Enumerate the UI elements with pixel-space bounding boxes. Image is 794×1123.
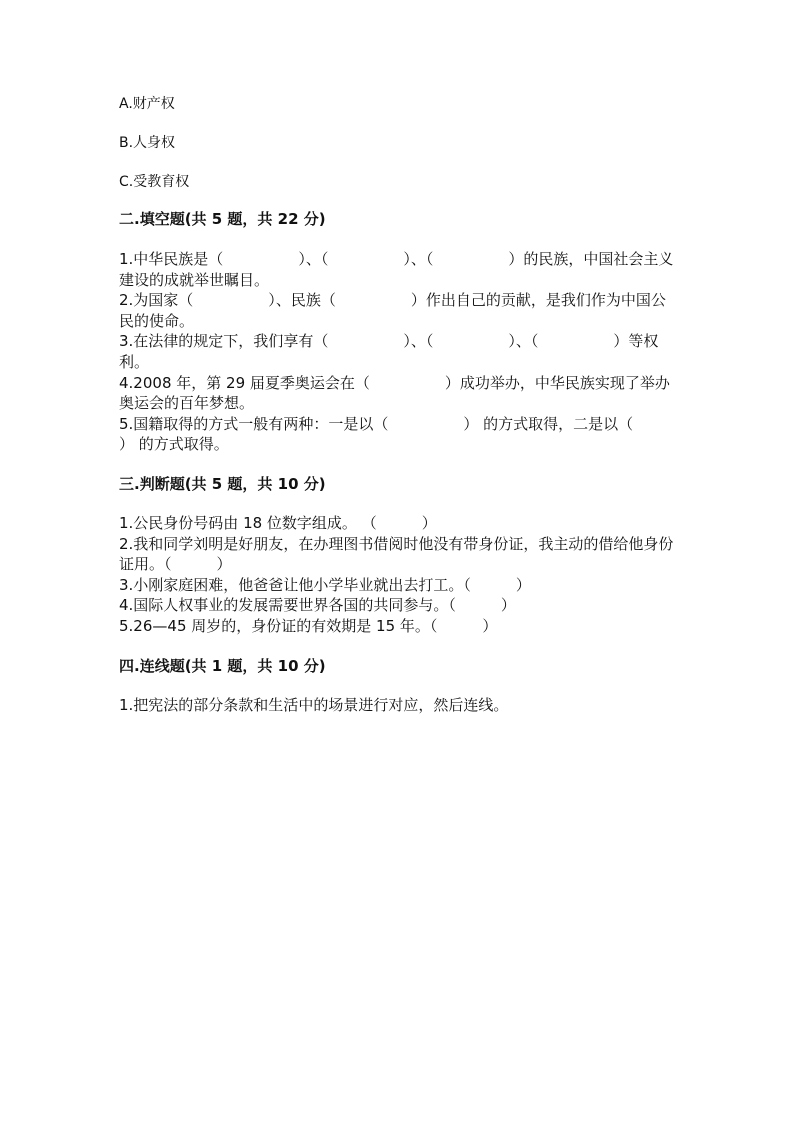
question-item: 1.把宪法的部分条款和生活中的场景进行对应，然后连线。 xyxy=(119,695,509,714)
question-item: 5.26—45 周岁的，身份证的有效期是 15 年。（ ） xyxy=(119,616,498,635)
question-item: 4.国际人权事业的发展需要世界各国的共同参与。（ ） xyxy=(119,596,516,615)
question-item: 2.我和同学刘明是好朋友，在办理图书借阅时他没有带身份证，我主动的借给他身份证用。（ ） xyxy=(119,534,674,574)
section-title-matching: 四.连线题(共 1 题，共 10 分) xyxy=(119,656,326,675)
option-b: B.人身权 xyxy=(119,135,176,151)
true-false-list xyxy=(119,513,679,637)
question-item: 5.国籍取得的方式一般有两种：一是以（ ） 的方式取得，二是以（ ） 的方式取得。 xyxy=(119,414,709,454)
option-a: A.财产权 xyxy=(119,96,175,112)
option-c: C.受教育权 xyxy=(119,174,190,190)
section-title-fill-blank: 二.填空题(共 5 题，共 22 分) xyxy=(119,210,326,228)
question-item: 1.公民身份号码由 18 位数字组成。 （ ） xyxy=(119,513,437,532)
section-title-true-false: 三.判断题(共 5 题，共 10 分) xyxy=(119,474,326,493)
question-item: 4.2008 年，第 29 届夏季奥运会在（ ）成功举办，中华民族实现了举办奥运会的百年梦想。 xyxy=(119,373,670,413)
question-item: 2.为国家（ ）、民族（ ）作出自己的贡献，是我们作为中国公民的使命。 xyxy=(119,291,666,330)
question-item: 3.小刚家庭困难，他爸爸让他小学毕业就出去打工。（ ） xyxy=(119,575,531,594)
question-item: 1.中华民族是（ ）、（ ）、（ ）的民族，中国社会主义建设的成就举世瞩目。 xyxy=(119,250,674,289)
question-item: 3.在法律的规定下，我们享有（ ）、（ ）、（ ）等权利。 xyxy=(119,332,659,371)
worksheet-page xyxy=(119,94,709,715)
matching-list xyxy=(119,695,679,716)
fill-blank-list xyxy=(119,249,709,455)
